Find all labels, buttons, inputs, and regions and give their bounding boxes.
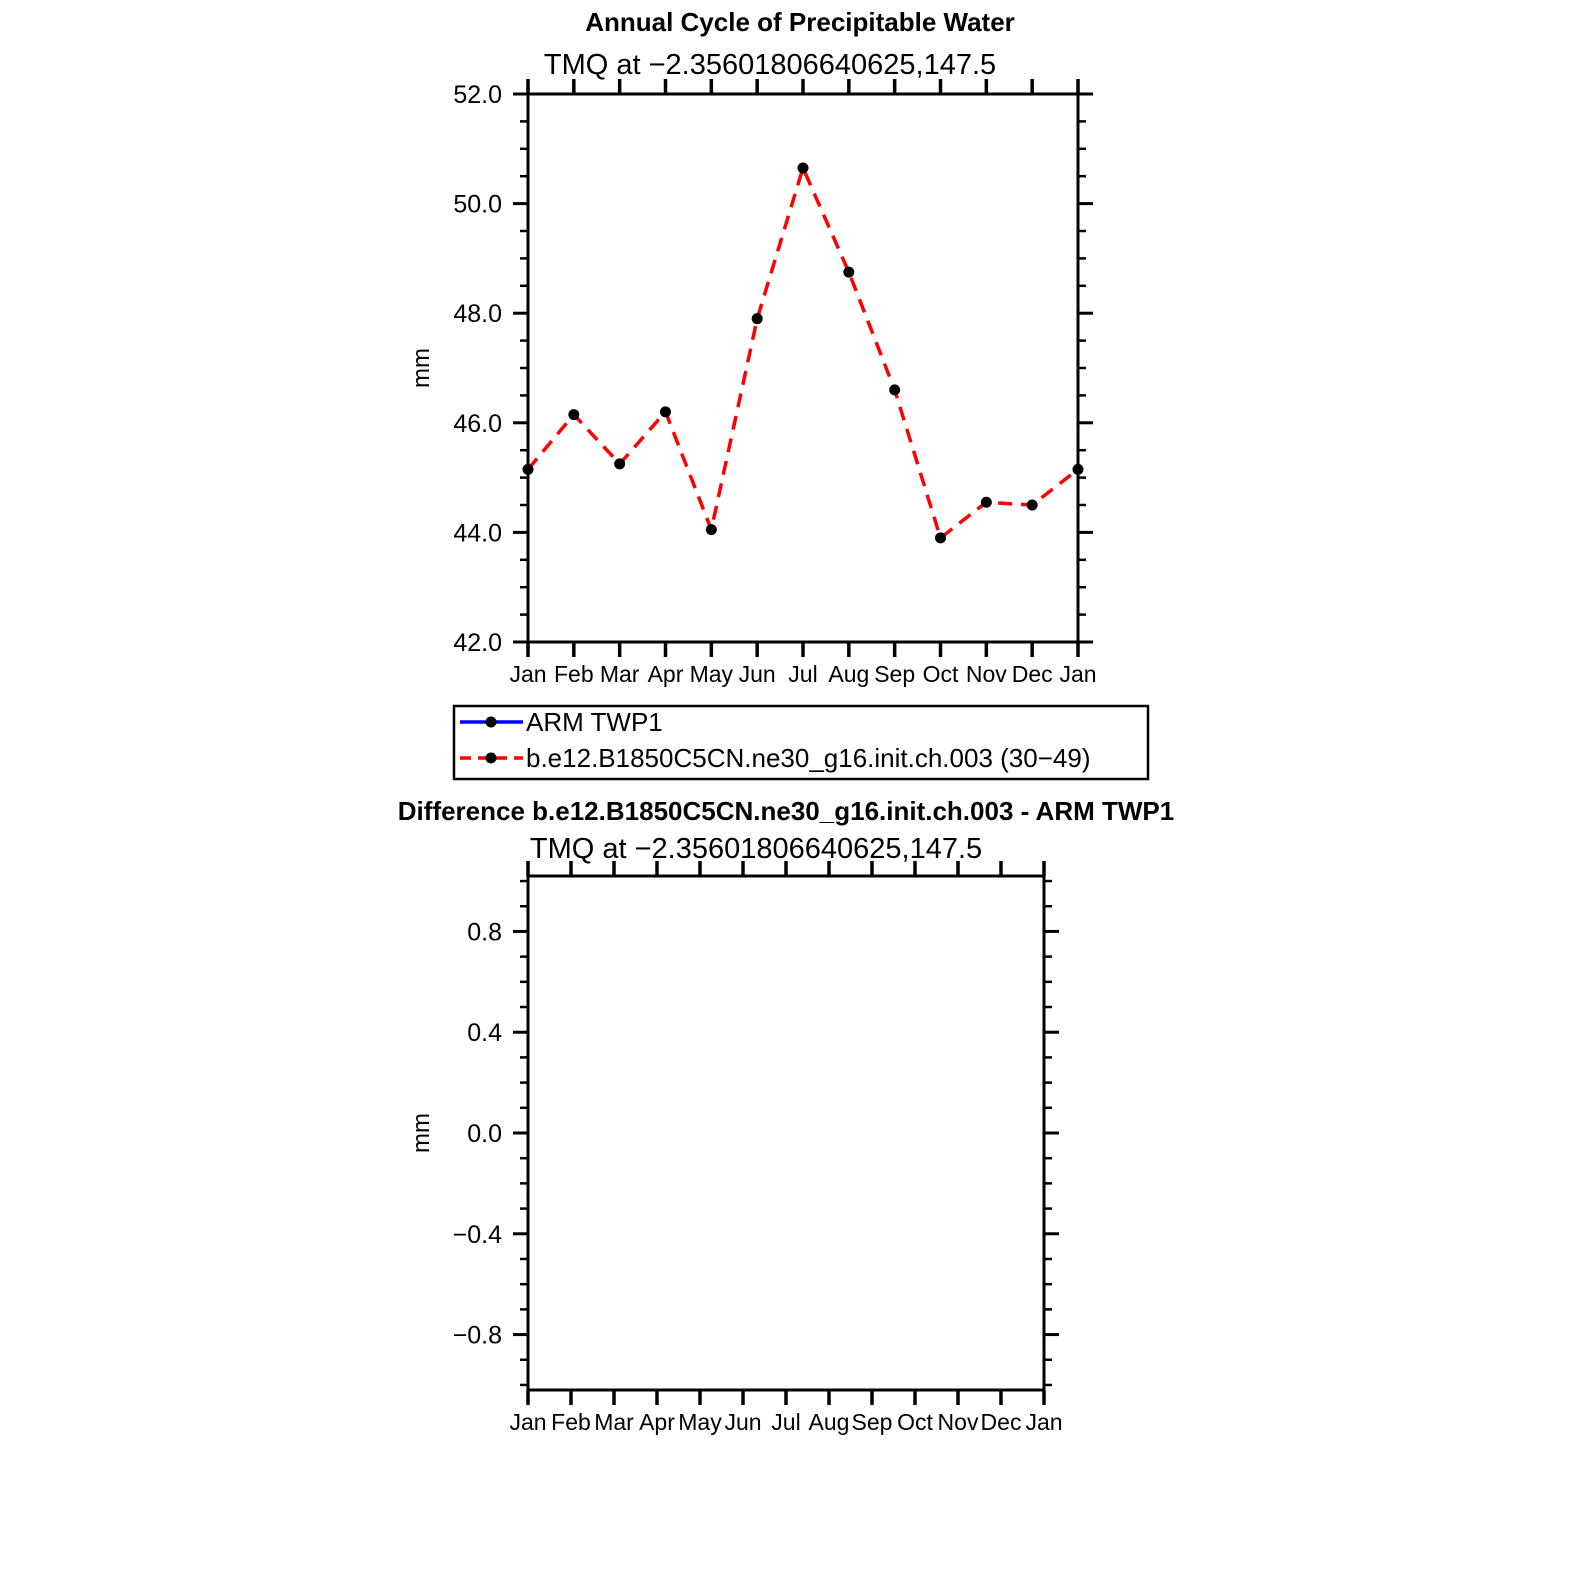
x-tick-label: Apr — [647, 661, 684, 687]
data-point-marker — [1027, 500, 1038, 511]
data-point-marker — [981, 497, 992, 508]
data-point-marker — [935, 532, 946, 543]
x-tick-label: Jan — [1059, 661, 1097, 687]
x-tick-label: Jul — [771, 1409, 801, 1435]
y-tick-label: 42.0 — [453, 629, 502, 657]
x-tick-label: Apr — [639, 1409, 675, 1435]
legend-label-obs: ARM TWP1 — [526, 707, 663, 737]
x-tick-label: Mar — [594, 1409, 634, 1435]
x-tick-label: Nov — [937, 1409, 979, 1435]
x-tick-label: Jan — [509, 661, 547, 687]
data-point-marker — [523, 464, 534, 475]
x-tick-label: Feb — [554, 661, 594, 687]
legend — [454, 706, 1148, 779]
x-tick-label: May — [689, 661, 734, 687]
data-point-marker — [889, 384, 900, 395]
data-point-marker — [1073, 464, 1084, 475]
data-point-marker — [706, 524, 717, 535]
x-tick-label: Oct — [897, 1409, 933, 1435]
series-line — [528, 168, 1078, 538]
top-plot-area — [408, 79, 1097, 687]
y-tick-label: 0.0 — [467, 1120, 502, 1148]
data-point-marker — [843, 267, 854, 278]
top-chart-title: Annual Cycle of Precipitable Water — [585, 7, 1015, 37]
y-tick-label: 48.0 — [453, 300, 502, 329]
x-tick-label: May — [678, 1409, 722, 1435]
x-tick-label: Nov — [965, 661, 1007, 687]
x-tick-label: Mar — [599, 661, 640, 687]
legend-marker-obs — [486, 717, 497, 728]
x-tick-label: Aug — [828, 661, 870, 687]
y-tick-label: 50.0 — [453, 190, 502, 219]
diff-chart-subtitle: TMQ at −2.35601806640625,147.5 — [529, 833, 983, 865]
data-point-marker — [660, 406, 671, 417]
y-tick-label: 0.8 — [467, 918, 502, 947]
legend-label-model: b.e12.B1850C5CN.ne30_g16.init.ch.003 (30−49) — [526, 743, 1091, 773]
plot-frame — [528, 876, 1044, 1390]
y-tick-label: 52.0 — [453, 81, 502, 109]
x-tick-label: Dec — [980, 1409, 1022, 1435]
diff-chart-title: Difference b.e12.B1850C5CN.ne30_g16.init.ch.003 - ARM TWP1 — [397, 796, 1175, 826]
plot-frame — [528, 94, 1078, 642]
x-tick-label: Feb — [551, 1409, 591, 1435]
y-tick-label: −0.4 — [452, 1220, 502, 1249]
x-tick-label: Sep — [851, 1409, 893, 1435]
y-axis-title: mm — [408, 1113, 435, 1153]
diff-plot-area — [408, 861, 1063, 1435]
data-point-marker — [798, 162, 809, 173]
y-tick-label: 0.4 — [467, 1019, 502, 1048]
x-tick-label: Sep — [874, 661, 916, 687]
x-tick-label: Jan — [1025, 1409, 1063, 1435]
data-point-marker — [568, 409, 579, 420]
x-tick-label: Jun — [724, 1409, 762, 1435]
x-tick-label: Oct — [922, 661, 959, 687]
data-point-marker — [614, 458, 625, 469]
x-tick-label: Dec — [1011, 661, 1053, 687]
x-tick-label: Jun — [738, 661, 776, 687]
y-tick-label: 44.0 — [453, 519, 502, 548]
x-tick-label: Aug — [808, 1409, 850, 1435]
y-axis-title: mm — [408, 348, 435, 388]
legend-marker-model — [486, 753, 497, 764]
y-tick-label: −0.8 — [452, 1321, 502, 1350]
x-tick-label: Jan — [509, 1409, 547, 1435]
y-tick-label: 46.0 — [453, 409, 502, 438]
top-chart-subtitle: TMQ at −2.35601806640625,147.5 — [543, 49, 997, 81]
x-tick-label: Jul — [788, 661, 818, 687]
data-point-marker — [752, 313, 763, 324]
